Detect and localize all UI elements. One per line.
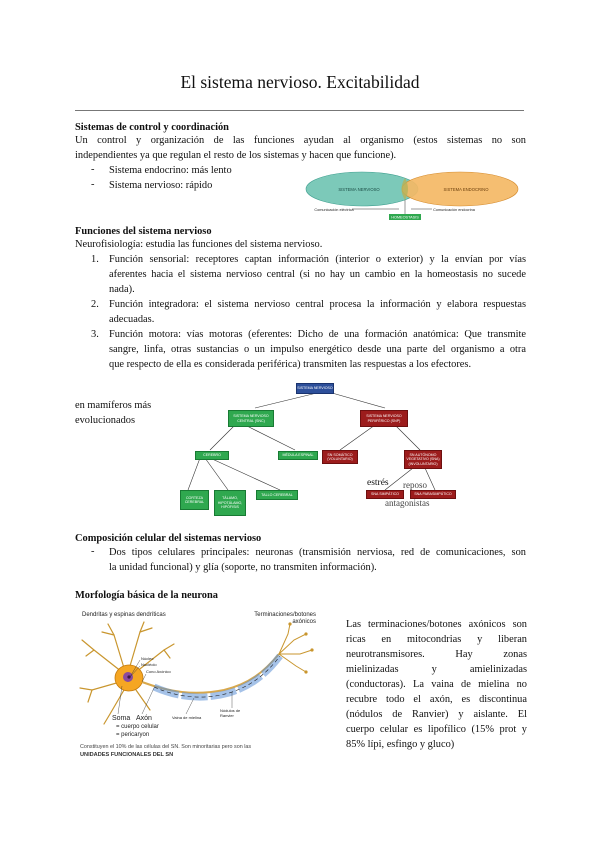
tree-root-sistema-nervioso: SISTEMA NERVIOSO xyxy=(296,383,334,394)
composicion-line-2: la unidad funcional) y glía (soporte, no transmiten información). xyxy=(109,562,377,573)
neurona-text-line-9: 85% lípi, esfingo y gluco) xyxy=(346,739,455,750)
tree-sna-parasimpatico: SNA PARASIMPÁTICO xyxy=(410,490,456,499)
label-dendritas: Dendritas y espinas dendríticas xyxy=(82,612,166,618)
tree-snp xyxy=(360,410,408,427)
neuron-drawing xyxy=(74,610,320,764)
list-number-3: 3. xyxy=(91,329,99,340)
figure-caption-line-1: Constituyen el 10% de las células del SN. Son minoritarias pero son las xyxy=(80,744,252,750)
list-number-1: 1. xyxy=(91,254,99,265)
tree-somatico-line-1: SN SOMÁTICO xyxy=(327,452,353,457)
tree-note-estres: estrés xyxy=(367,478,389,488)
tree-corteza-line-1: CORTEZA xyxy=(185,495,204,500)
bullet-nervioso: Sistema nervioso: rápido xyxy=(109,180,213,191)
tree-sn-autonomo xyxy=(404,450,442,469)
tree-talamo-line-2: HIPOTÁLAMO, xyxy=(217,500,243,505)
tree-sn-somatico xyxy=(322,450,358,464)
venn-right-label: SISTEMA ENDOCRINO xyxy=(443,187,489,192)
label-nodulos-line-1: Nódulos de xyxy=(220,708,241,713)
tree-talamo-line-1: TÁLAMO, xyxy=(222,496,238,501)
neurona-text-line-1: Las terminaciones/botones axónicos son xyxy=(346,619,527,630)
control-para-line-1: Un control y organización de las funciones ayudan al organismo (estos sistemas no son xyxy=(75,135,526,146)
neurona-text-line-8: cuerpo celular es lipofílico (15% prot y xyxy=(346,724,527,735)
heading-control: Sistemas de control y coordinación xyxy=(75,122,229,133)
tree-autonomo-line-2: VEGETATIVO (SNA) xyxy=(406,457,440,462)
funcion-sensorial-line-3: nada). xyxy=(109,284,135,295)
tree-snc-line-2: CENTRAL (SNC) xyxy=(237,418,265,423)
label-terminaciones-line-1: Terminaciones/botones xyxy=(254,612,316,618)
label-pericarion: = pericaryon xyxy=(116,732,150,738)
venn-bottom-right-label: Comunicación endocrina xyxy=(433,208,475,212)
heading-composicion: Composición celular del sistemas nervioso xyxy=(75,533,262,544)
tree-tallo-cerebral: TALLO CEREBRAL xyxy=(256,490,298,500)
funciones-intro: Neurofisiología: estudia las funciones del sistema nervioso. xyxy=(75,239,323,250)
neurona-text-line-2: ricas en mitocondrias y liberan xyxy=(346,634,527,645)
funcion-integradora-line-1: Función integradora: el sistema nervioso central procesa la información y elabora respuestas xyxy=(109,299,526,310)
heading-funciones: Funciones del sistema nervioso xyxy=(75,226,212,237)
title-divider xyxy=(75,110,524,111)
funcion-motora-line-1: Función motora: vías motoras (eferentes: Dicho de una formación anatómica: Que transmite xyxy=(109,329,526,340)
tree-snc-line-1: SISTEMA NERVIOSO xyxy=(233,414,269,419)
neurona-text-line-7: (nódulos de Ranvier) y aislante. El xyxy=(346,709,527,720)
tree-talamo-line-3: HIPÓFISIS xyxy=(221,505,239,510)
composicion-line-1: Dos tipos celulares principales: neuronas (transmisión nerviosa, red de comunicaciones, son xyxy=(109,547,526,558)
tree-talamo xyxy=(214,490,246,516)
funcion-motora-line-3: que respecto de ella es considerada periférica) transmiten las respuestas a los efectores. xyxy=(109,359,472,370)
tree-corteza-cerebral xyxy=(180,490,209,510)
funcion-motora-line-2: sangre, linfa, otras sustancias o un impulso energético desde una parte del organismo a otra xyxy=(109,344,526,355)
bullet-dash: - xyxy=(91,179,95,190)
tree-autonomo-line-3: (INVOLUNTARIO) xyxy=(408,461,438,466)
tree-snp-line-1: SISTEMA NERVIOSO xyxy=(366,414,402,419)
label-terminaciones-line-2: axónicos xyxy=(292,619,316,625)
label-cuerpo-celular: = cuerpo celular xyxy=(116,724,159,730)
page-title: El sistema nervioso. Excitabilidad xyxy=(180,72,420,92)
tree-snc xyxy=(228,410,274,427)
list-number-2: 2. xyxy=(91,299,99,310)
side-note-line-1: en mamíferos más xyxy=(75,400,152,411)
funcion-sensorial-line-1: Función sensorial: receptores captan información (interior o exterior) y la envían por vías xyxy=(109,254,526,265)
heading-morfologia: Morfología básica de la neurona xyxy=(75,590,218,601)
tree-note-antagonistas: antagonistas xyxy=(385,498,430,508)
label-axon: Axón xyxy=(136,715,152,722)
label-soma: Soma xyxy=(112,715,131,722)
venn-left-label: SISTEMA NERVIOSO xyxy=(338,187,380,192)
neurona-text-line-3: neurotransmisores. Hay zonas xyxy=(346,649,527,660)
bullet-dash: - xyxy=(91,546,95,557)
control-para-line-2: independientes ya que regulan el resto de los sistemas y hacen que funcione). xyxy=(75,150,397,161)
tree-somatico-line-2: (VOLUNTARIO) xyxy=(327,457,353,461)
tree-sna-simpatico: SNA SIMPÁTICO xyxy=(366,490,404,499)
funcion-integradora-line-2: adecuadas. xyxy=(109,314,155,325)
neuron-figure xyxy=(74,610,320,764)
tree-note-reposo: reposo xyxy=(403,480,427,490)
venn-homeostasis-label: HOMEOSTASIS xyxy=(391,215,419,220)
neurona-text-line-5: (conductoras). La vaina de mielina no xyxy=(346,679,527,690)
neurona-text-line-4: mielinizadas y amielinizadas xyxy=(346,664,527,675)
label-nodulos-ranvier xyxy=(220,709,240,718)
tree-cerebro: CEREBRO xyxy=(195,451,229,460)
bullet-endocrino: Sistema endocrino: más lento xyxy=(109,165,232,176)
tree-snp-line-2: PERIFÉRICO (SNP) xyxy=(367,418,401,423)
bullet-dash: - xyxy=(91,164,95,175)
label-nodulos-line-2: Ranvier xyxy=(220,712,234,718)
label-terminaciones xyxy=(242,612,316,626)
label-nucleo: Núcleo xyxy=(141,656,154,661)
venn-diagram xyxy=(304,169,526,221)
figure-caption-line-2: UNIDADES FUNCIONALES DEL SN xyxy=(80,752,174,758)
label-cono-axonico: Cono Axónico xyxy=(146,669,171,674)
tree-medula-espinal: MÉDULA ESPINAL xyxy=(278,451,318,460)
venn-bottom-left-label: Comunicación eléctrica xyxy=(314,208,354,212)
side-note-line-2: evolucionados xyxy=(75,415,136,426)
label-nucleolo: Nucléolo xyxy=(141,662,157,667)
funcion-sensorial-line-2: aferentes hacia el sistema nervioso central (si no hay un cambio en la homeostasis no sucede xyxy=(109,269,526,280)
tree-autonomo-line-1: SN AUTÓNOMO xyxy=(409,452,437,457)
neurona-text-line-6: recubre todo el axón, es discontinua xyxy=(346,694,527,705)
label-vaina-mielina: Vaina de mielina xyxy=(172,715,202,720)
tree-corteza-line-2: CEREBRAL xyxy=(184,500,205,504)
